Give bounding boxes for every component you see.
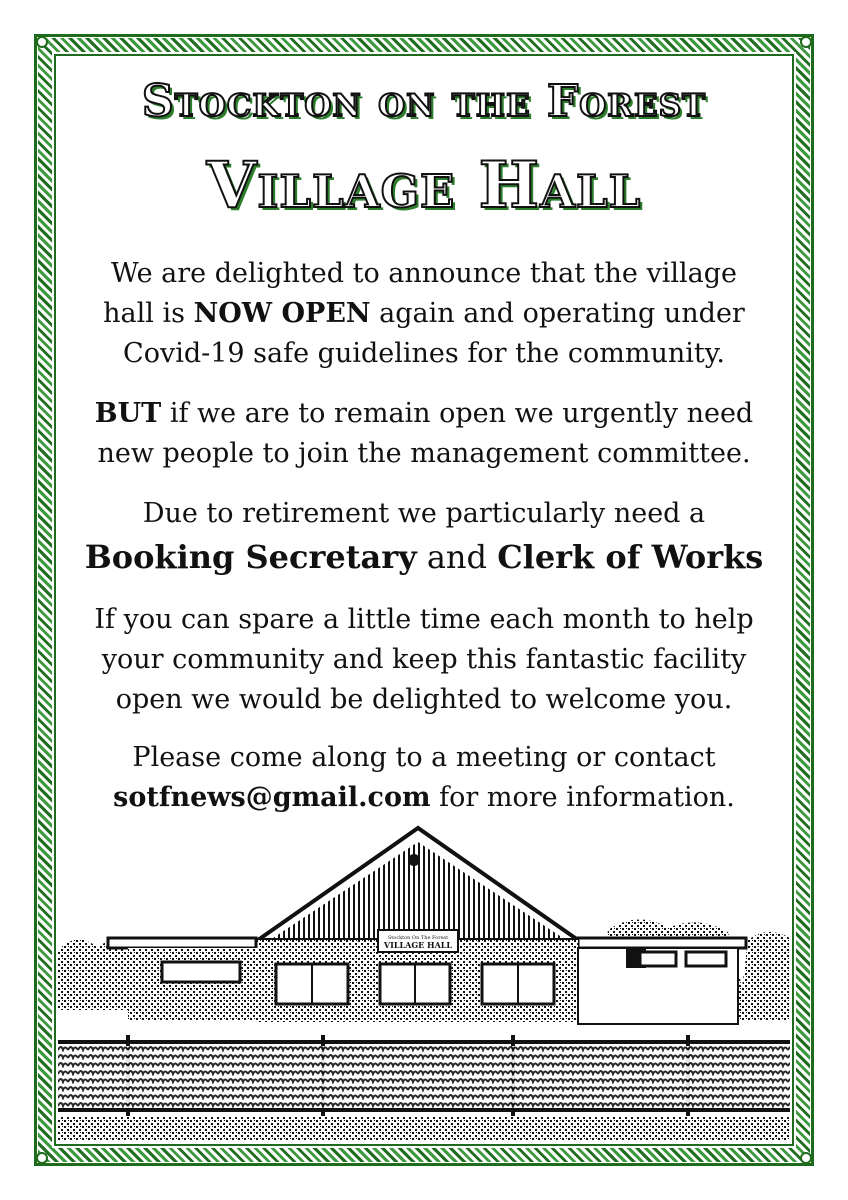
poster-title-line2: Village Hall	[206, 148, 642, 223]
role-joiner: and	[416, 538, 498, 576]
volunteer-paragraph	[64, 600, 784, 720]
corner-ornament-top-right	[800, 36, 812, 48]
p3-line1: Due to retirement we particularly need a	[142, 498, 706, 529]
contact-paragraph	[64, 738, 784, 818]
right-roof-eave	[578, 938, 746, 948]
p4-line2: your community and keep this fantastic facility	[101, 644, 747, 675]
village-hall-photo	[58, 820, 790, 1140]
hall-sign-line2: VILLAGE HALL	[383, 940, 453, 950]
p2-line1: if we are to remain open we urgently need	[161, 398, 754, 429]
foreground-grass	[58, 1116, 790, 1140]
corner-ornament-bottom-left	[36, 1152, 48, 1164]
corner-ornament-bottom-right	[800, 1152, 812, 1164]
roles-paragraph	[64, 494, 784, 580]
p2-line2: new people to join the management committee.	[97, 438, 751, 469]
p1-line1: We are delighted to announce that the village	[111, 258, 737, 289]
p4-line1: If you can spare a little time each month to help	[94, 604, 754, 635]
role-clerk-of-works: Clerk of Works	[497, 538, 764, 576]
hall-sign-line1: Stockton On The Forest	[387, 935, 449, 941]
front-shrubs	[58, 1046, 790, 1108]
contact-email: sotfnews@gmail.com	[113, 782, 431, 813]
hall-gable	[258, 828, 578, 940]
p5-line2: for more information.	[430, 782, 735, 813]
corner-ornament-top-left	[36, 36, 48, 48]
p1-line3: Covid-19 safe guidelines for the community.	[123, 338, 725, 369]
p4-line3: open we would be delighted to welcome you.	[115, 684, 733, 715]
now-open-emphasis: NOW OPEN	[193, 298, 371, 329]
left-roof-eave	[108, 938, 256, 948]
left-wing-wall	[128, 948, 268, 1020]
announcement-paragraph	[64, 254, 784, 374]
committee-paragraph	[64, 394, 784, 474]
but-emphasis: BUT	[94, 398, 162, 429]
poster-title-line1: Stockton on the Forest	[141, 76, 707, 127]
p1-line2-a: hall is	[103, 298, 194, 329]
role-booking-secretary: Booking Secretary	[84, 538, 417, 576]
p5-line1: Please come along to a meeting or contact	[132, 742, 716, 773]
p1-line2-b: again and operating under	[370, 298, 745, 329]
